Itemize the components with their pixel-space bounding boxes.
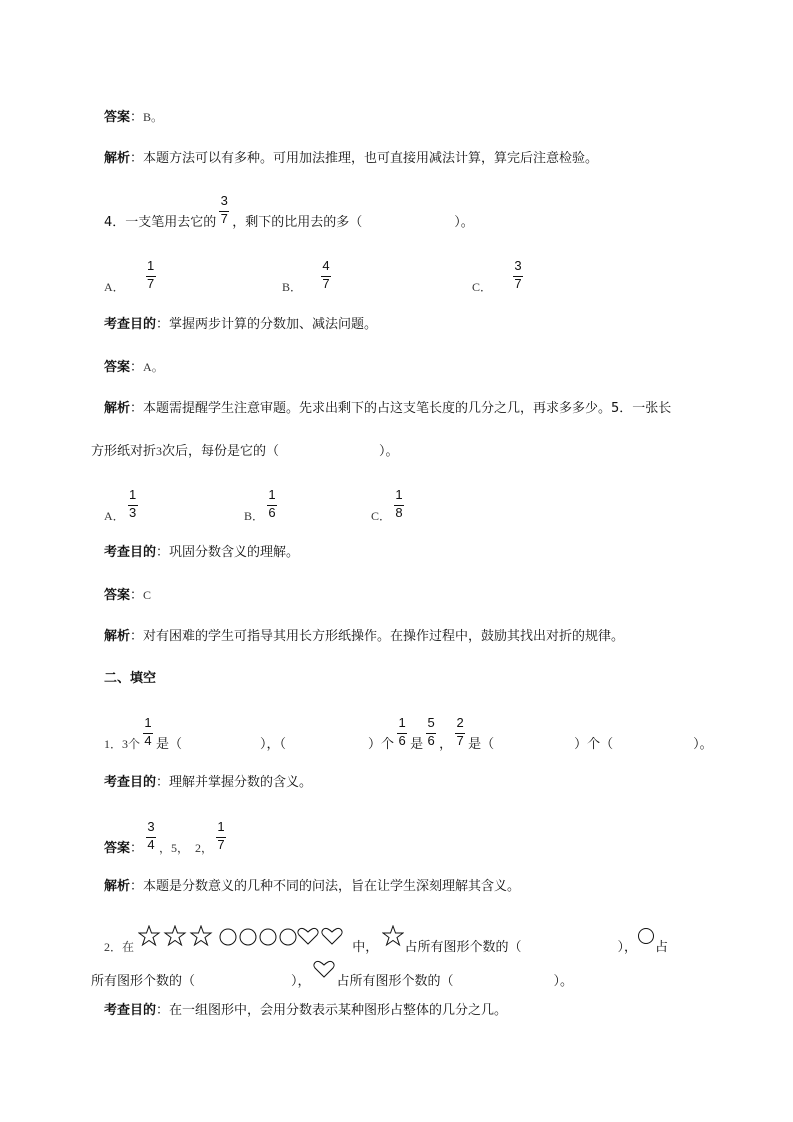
purpose-line: 考查目的：理解并掌握分数的含义。 (104, 775, 313, 790)
circle-icon (240, 929, 256, 945)
analysis-text: 本题方法可以有多种。可用加法推理，也可直接用减法计算，算完后注意检验。 (143, 151, 599, 166)
analysis-line: 解析：本题方法可以有多种。可用加法推理，也可直接用减法计算，算完后注意检验。 (104, 151, 599, 166)
question-5: 方形纸对折3次后，每份是它的（ ）。 (91, 444, 399, 459)
answer-line: 答案：A。 (104, 360, 164, 375)
fill-question-2-cont: 所有图形个数的（ ）， 占所有图形个数的（ ）。 (91, 965, 573, 990)
analysis-label: 解析 (104, 151, 131, 166)
heart-icon (322, 928, 342, 944)
question-4: 4．一支笔用去它的 $\frac{3}{7}$ ，剩下的比用去的多（ ）。 (104, 193, 474, 230)
purpose-line: 考查目的：巩固分数含义的理解。 (104, 545, 300, 560)
star-icon (191, 926, 211, 945)
purpose-line: 考查目的：在一组图形中，会用分数表示某种图形占整体的几分之几。 (104, 1003, 508, 1018)
shapes-group (138, 925, 348, 952)
circle-icon (260, 929, 276, 945)
star-icon (382, 925, 404, 952)
analysis-line: 解析：本题是分数意义的几种不同的问法，旨在让学生深刻理解其含义。 (104, 879, 521, 894)
answer-line: 答案： $\frac{3}{4}$ ，5， 2， $\frac{1}{7}$ (104, 819, 225, 856)
option-b[interactable]: B． $\frac{4}{7}$ (282, 258, 330, 294)
analysis-line: 解析：本题需提醒学生注意审题。先求出剩下的占这支笔长度的几分之几，再求多多少。5．一张长 (104, 401, 672, 416)
fill-question-2: 2．在 中， 占所有图形个数的（ ）， 占 (104, 929, 668, 956)
option-c[interactable]: C． $\frac{3}{7}$ (472, 258, 522, 294)
circle-icon (220, 929, 236, 945)
fill-question-1: 1．3个 $\frac{1}{4}$ 是（ ），（ ）个 $\frac{1}{6}$ 是 $\frac{5}{6}$ ， $\frac{2}{7}$ 是（ ）个（ ）。 (104, 715, 713, 752)
star-icon (165, 926, 185, 945)
circle-icon (280, 929, 296, 945)
option-a[interactable]: A． $\frac{1}{3}$ (104, 487, 137, 523)
star-icon (139, 926, 159, 945)
option-a[interactable]: A． $\frac{1}{7}$ (104, 258, 155, 294)
answer-value: B。 (143, 110, 164, 124)
section-heading: 二、填空 (104, 671, 157, 686)
answer-line: 答案：B。 (104, 110, 164, 125)
analysis-line: 解析：对有困难的学生可指导其用长方形纸操作。在操作过程中，鼓励其找出对折的规律。 (104, 629, 625, 644)
option-b[interactable]: B． $\frac{1}{6}$ (244, 487, 276, 523)
purpose-line: 考查目的：掌握两步计算的分数加、减法问题。 (104, 317, 378, 332)
heart-icon (298, 928, 318, 944)
heart-icon (311, 959, 337, 984)
option-c[interactable]: C． $\frac{1}{8}$ (371, 487, 403, 523)
answer-line: 答案：C (104, 588, 152, 603)
fraction: $\frac{3}{7}$ (220, 193, 228, 226)
answer-label: 答案 (104, 110, 131, 125)
circle-icon (637, 927, 655, 950)
